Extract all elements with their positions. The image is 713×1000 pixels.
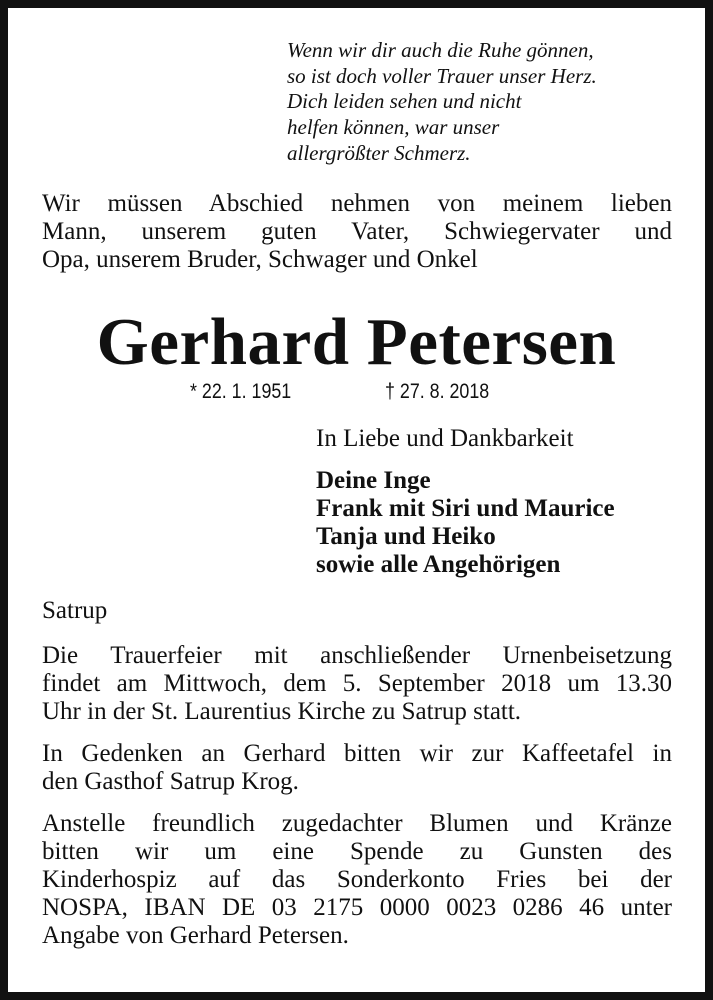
poem-line: Dich leiden sehen und nicht [287,89,522,114]
text-line: Uhr in der St. Laurentius Kirche zu Satrup statt. [42,698,522,725]
text-line: Wir müssen Abschied nehmen von meinem lieben [42,190,672,217]
text-line: Opa, unserem Bruder, Schwager und Onkel [42,246,478,273]
intro-text [42,190,672,274]
funeral-paragraph [42,642,672,726]
signature-name: sowie alle Angehörigen [316,551,561,578]
poem-line: helfen können, war unser [287,115,500,140]
signature-intro: In Liebe und Dankbarkeit [316,425,574,452]
text-line: bitten wir um eine Spende zu Gunsten des [42,838,672,865]
poem-line: allergrößter Schmerz. [287,140,471,165]
text-line: findet am Mittwoch, dem 5. September 2018 um 13.30 [42,670,672,697]
signature-name: Deine Inge [316,467,431,494]
text-line: Kinderhospiz auf das Sonderkonto Fries bei der [42,866,672,893]
donation-paragraph [42,810,672,950]
signature-block [316,425,615,579]
death-date: † 27. 8. 2018 [385,380,490,403]
text-line: NOSPA, IBAN DE 03 2175 0000 0023 0286 46 unter [42,894,672,921]
text-line: Anstelle freundlich zugedachter Blumen und Kränze [42,810,672,837]
text-line: Angabe von Gerhard Petersen. [42,922,349,949]
deceased-name: Gerhard Petersen [96,305,617,379]
signature-name: Tanja und Heiko [316,523,496,550]
coffee-paragraph [42,740,672,796]
birth-date: * 22. 1. 1951 [190,380,292,403]
poem-line: so ist doch voller Trauer unser Herz. [287,63,597,88]
poem [287,38,677,166]
place-text: Satrup [42,597,108,624]
text-line: In Gedenken an Gerhard bitten wir zur Kaffeetafel in [42,740,672,767]
poem-line: Wenn wir dir auch die Ruhe gönnen, [287,38,594,62]
signature-name: Frank mit Siri und Maurice [316,495,615,522]
text-line: Die Trauerfeier mit anschließender Urnenbeisetzung [42,642,672,669]
text-line: den Gasthof Satrup Krog. [42,768,299,795]
text-line: Mann, unserem guten Vater, Schwiegervater und [42,218,672,245]
place [42,597,672,625]
